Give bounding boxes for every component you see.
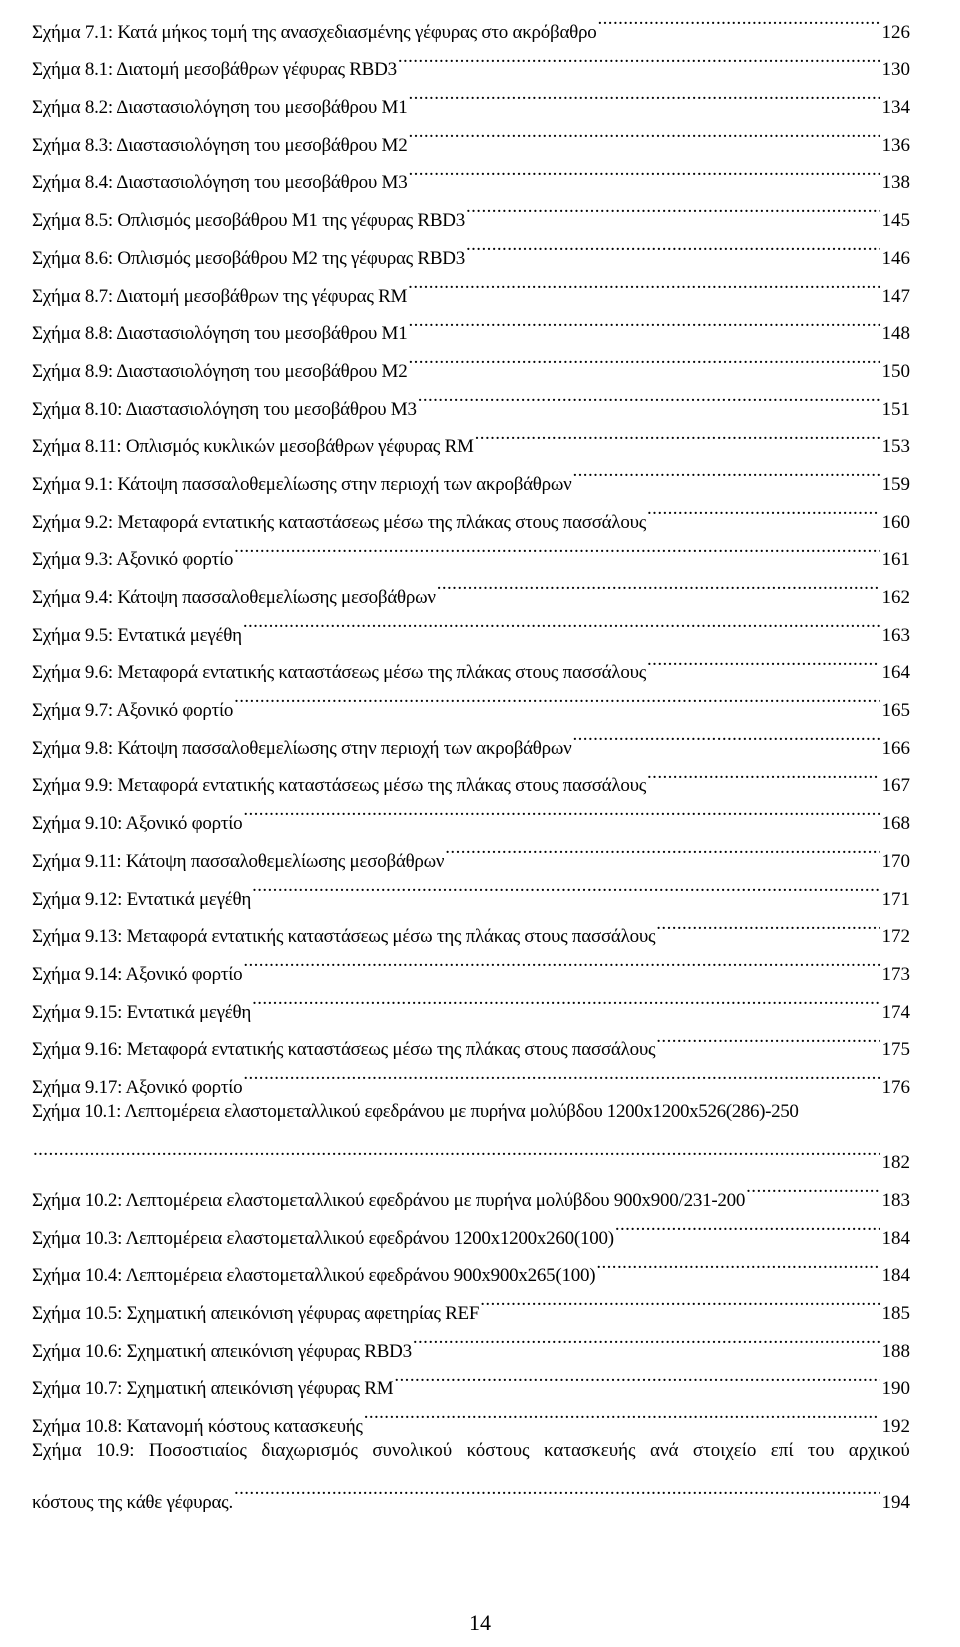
toc-entry-page: 166: [881, 737, 910, 759]
toc-entry-label: Σχήμα 9.17: Αξονικό φορτίο: [32, 1076, 243, 1098]
toc-entry-page: 185: [881, 1303, 910, 1325]
toc-entry-page: 167: [881, 775, 910, 797]
toc-entry-page: 146: [881, 247, 910, 269]
dot-leader: [234, 678, 879, 716]
toc-entry-page: 165: [881, 700, 910, 722]
toc-entry-page: 151: [881, 398, 910, 420]
dot-leader: [408, 151, 879, 189]
toc-entry-label: Σχήμα 8.3: Διαστασιολόγηση του μεσοβάθρου Μ2: [32, 134, 408, 156]
toc-entry-page: 130: [881, 59, 910, 81]
toc-entry-page: 176: [881, 1076, 910, 1098]
toc-entry-label: Σχήμα 9.14: Αξονικό φορτίο: [32, 963, 243, 985]
toc-entry-page: 183: [881, 1190, 910, 1211]
dot-leader: [394, 1357, 879, 1395]
dot-leader: [408, 302, 879, 340]
toc-entry-label: Σχήμα 9.3: Αξονικό φορτίο: [32, 549, 234, 571]
toc-entry-page: 172: [881, 926, 910, 948]
toc-entry-label: Σχήμα 9.12: Εντατικά μεγέθη: [32, 888, 252, 910]
toc-entry-label: Σχήμα 9.11: Κάτοψη πασσαλοθεμελίωσης μεσοβάθρων: [32, 850, 445, 872]
toc-entry[interactable]: [32, 1168, 910, 1211]
dot-leader: [615, 1206, 880, 1244]
toc-entry-page: 194: [881, 1491, 910, 1513]
dot-leader: [408, 75, 879, 113]
dot-leader: [573, 452, 880, 490]
toc-entry-label: Σχήμα 8.6: Οπλισμός μεσοβάθρου Μ2 της γέφυρας RBD3: [32, 247, 465, 269]
dot-leader: [364, 1394, 880, 1432]
toc-entry-page: 164: [881, 662, 910, 684]
toc-entry-label: Σχήμα 10.7: Σχηματική απεικόνιση γέφυρας RM: [32, 1378, 394, 1400]
dot-leader: [466, 188, 880, 226]
toc-entry-page: 150: [881, 360, 910, 382]
dot-leader: [596, 1244, 879, 1282]
dot-leader: [573, 716, 880, 754]
toc-entry-continuation[interactable]: [32, 1470, 910, 1513]
toc-entry-label: Σχήμα 9.1: Κάτοψη πασσαλοθεμελίωσης στην περιοχή των ακροβάθρων: [32, 473, 572, 495]
page-number: 14: [469, 1610, 491, 1635]
toc-entry-page: 162: [881, 587, 910, 608]
toc-entry-label: Σχήμα 8.11: Οπλισμός κυκλικών μεσοβάθρων γέφυρας RM: [32, 436, 474, 458]
dot-leader: [398, 38, 880, 76]
toc-entry-page: 134: [881, 97, 910, 119]
list-of-figures: [32, 0, 910, 1513]
dot-leader: [413, 1319, 880, 1357]
toc-entry-label: Σχήμα 9.8: Κάτοψη πασσαλοθεμελίωσης στην περιοχή των ακροβάθρων: [32, 737, 572, 759]
dot-leader: [480, 1281, 879, 1319]
toc-entry-page: 170: [881, 850, 910, 872]
toc-entry-label: Σχήμα 9.4: Κάτοψη πασσαλοθεμελίωσης μεσοβάθρων: [32, 587, 436, 608]
toc-entry-page: 182: [881, 1152, 910, 1174]
toc-entry-label: Σχήμα 9.10: Αξονικό φορτίο: [32, 813, 243, 835]
dot-leader: [33, 1131, 880, 1169]
toc-entry-label: Σχήμα 9.9: Μεταφορά εντατικής καταστάσεως μέσω της πλάκας στους πασσάλους: [32, 775, 647, 797]
toc-entry-line[interactable]: [32, 1093, 910, 1131]
dot-leader: [234, 1470, 880, 1508]
dot-leader: [243, 603, 880, 641]
toc-entry-label: Σχήμα 8.8: Διαστασιολόγηση του μεσοβάθρου Μ1: [32, 323, 408, 345]
toc-entry-page: 168: [881, 813, 910, 835]
dot-leader: [598, 0, 880, 38]
toc-entry-page: 148: [881, 323, 910, 345]
toc-entry-page: 163: [881, 624, 910, 646]
toc-entry-page: 190: [881, 1378, 910, 1400]
toc-entry-label: Σχήμα 10.3: Λεπτομέρεια ελαστομεταλλικού εφεδράνου 1200x1200x260(100): [32, 1227, 614, 1249]
toc-entry-label: Σχήμα 9.6: Μεταφορά εντατικής καταστάσεως μέσω της πλάκας στους πασσάλους: [32, 662, 647, 684]
dot-leader: [656, 1018, 879, 1056]
dot-leader: [252, 867, 879, 905]
dot-leader: [243, 942, 879, 980]
toc-entry-page: 138: [881, 172, 910, 194]
toc-entry-page: 147: [881, 285, 910, 307]
toc-entry-label: Σχήμα 8.5: Οπλισμός μεσοβάθρου Μ1 της γέφυρας RBD3: [32, 210, 465, 232]
toc-entry-label: Σχήμα 9.13: Μεταφορά εντατικής καταστάσεως μέσω της πλάκας στους πασσάλους: [32, 926, 656, 948]
toc-entry-label: Σχήμα 10.2: Λεπτομέρεια ελαστομεταλλικού εφεδράνου με πυρήνα μολύβδου 900x900/231-200: [32, 1190, 746, 1211]
toc-entry-page: 171: [881, 888, 910, 910]
toc-entry-label: Σχήμα 9.16: Μεταφορά εντατικής καταστάσεως μέσω της πλάκας στους πασσάλους: [32, 1039, 656, 1061]
toc-entry-label: Σχήμα 7.1: Κατά μήκος τομή της ανασχεδιασμένης γέφυρας στο ακρόβαθρο: [32, 21, 597, 43]
toc-entry-label: Σχήμα 9.2: Μεταφορά εντατικής καταστάσεως μέσω της πλάκας στους πασσάλους: [32, 511, 647, 533]
toc-entry-page: 145: [881, 210, 910, 232]
toc-entry-label: κόστους της κάθε γέφυρας.: [32, 1491, 233, 1513]
toc-entry-label: Σχήμα 10.8: Κατανομή κόστους κατασκευής: [32, 1416, 363, 1438]
toc-entry-page: 184: [881, 1227, 910, 1249]
dot-leader: [746, 1168, 879, 1206]
dot-leader: [418, 377, 880, 415]
toc-entry-page: 184: [881, 1265, 910, 1287]
toc-entry-page: 159: [881, 473, 910, 495]
dot-leader: [408, 113, 879, 151]
toc-entry-label: Σχήμα 9.7: Αξονικό φορτίο: [32, 700, 234, 722]
toc-entry-page: 126: [881, 21, 910, 43]
dot-leader: [252, 980, 879, 1018]
dot-leader: [466, 226, 880, 264]
dot-leader: [437, 565, 880, 603]
toc-entry-line[interactable]: Σχήμα 10.9: Ποσοστιαίος διαχωρισμός συνολικού κόστους κατασκευής ανά στοιχείο επί του αρχικού: [32, 1440, 910, 1462]
toc-entry-label: Σχήμα 8.9: Διαστασιολόγηση του μεσοβάθρου Μ2: [32, 360, 408, 382]
dot-leader: [647, 490, 879, 528]
dot-leader: [647, 754, 879, 792]
toc-entry-label: Σχήμα 10.4: Λεπτομέρεια ελαστομεταλλικού εφεδράνου 900x900x265(100): [32, 1265, 596, 1287]
toc-entry-label: Σχήμα 10.5: Σχηματική απεικόνιση γέφυρας αφετηρίας REF: [32, 1303, 480, 1325]
toc-entry-label: Σχήμα 9.15: Εντατικά μεγέθη: [32, 1001, 252, 1023]
dot-leader: [647, 641, 879, 679]
dot-leader: [445, 829, 879, 867]
toc-entry-label: Σχήμα 10.1: Λεπτομέρεια ελαστομεταλλικού εφεδράνου με πυρήνα μολύβδου 1200x1200x526(286)-250: [32, 1100, 799, 1122]
toc-entry-label: Σχήμα 8.10: Διαστασιολόγηση του μεσοβάθρου Μ3: [32, 398, 417, 420]
dot-leader: [243, 1055, 879, 1093]
toc-entry-page: 192: [881, 1416, 910, 1438]
dot-leader: [234, 528, 879, 566]
dot-leader: [408, 339, 879, 377]
toc-entry-page: 136: [881, 134, 910, 156]
toc-entry-continuation[interactable]: [32, 1131, 910, 1174]
toc-entry-page: 173: [881, 963, 910, 985]
toc-entry-label: Σχήμα 8.2: Διαστασιολόγηση του μεσοβάθρου Μ1: [32, 97, 408, 119]
toc-entry-page: 175: [881, 1039, 910, 1061]
toc-entry-page: 188: [881, 1340, 910, 1362]
toc-entry-page: 161: [881, 549, 910, 571]
toc-entry-label: Σχήμα 8.1: Διατομή μεσοβάθρων γέφυρας RBD3: [32, 59, 397, 81]
dot-leader: [475, 415, 880, 453]
toc-entry[interactable]: [32, 0, 910, 43]
dot-leader: [408, 264, 879, 302]
toc-entry-page: 174: [881, 1001, 910, 1023]
dot-leader: [656, 905, 879, 943]
toc-entry-label: Σχήμα 8.7: Διατομή μεσοβάθρων της γέφυρας RM: [32, 285, 408, 307]
toc-entry-label: Σχήμα 8.4: Διαστασιολόγηση του μεσοβάθρου Μ3: [32, 172, 408, 194]
toc-entry-label: Σχήμα 9.5: Εντατικά μεγέθη: [32, 624, 242, 646]
toc-entry-page: 160: [881, 511, 910, 533]
toc-entry-label: Σχήμα 10.6: Σχηματική απεικόνιση γέφυρας RBD3: [32, 1340, 412, 1362]
dot-leader: [243, 791, 879, 829]
toc-entry-page: 153: [881, 436, 910, 458]
